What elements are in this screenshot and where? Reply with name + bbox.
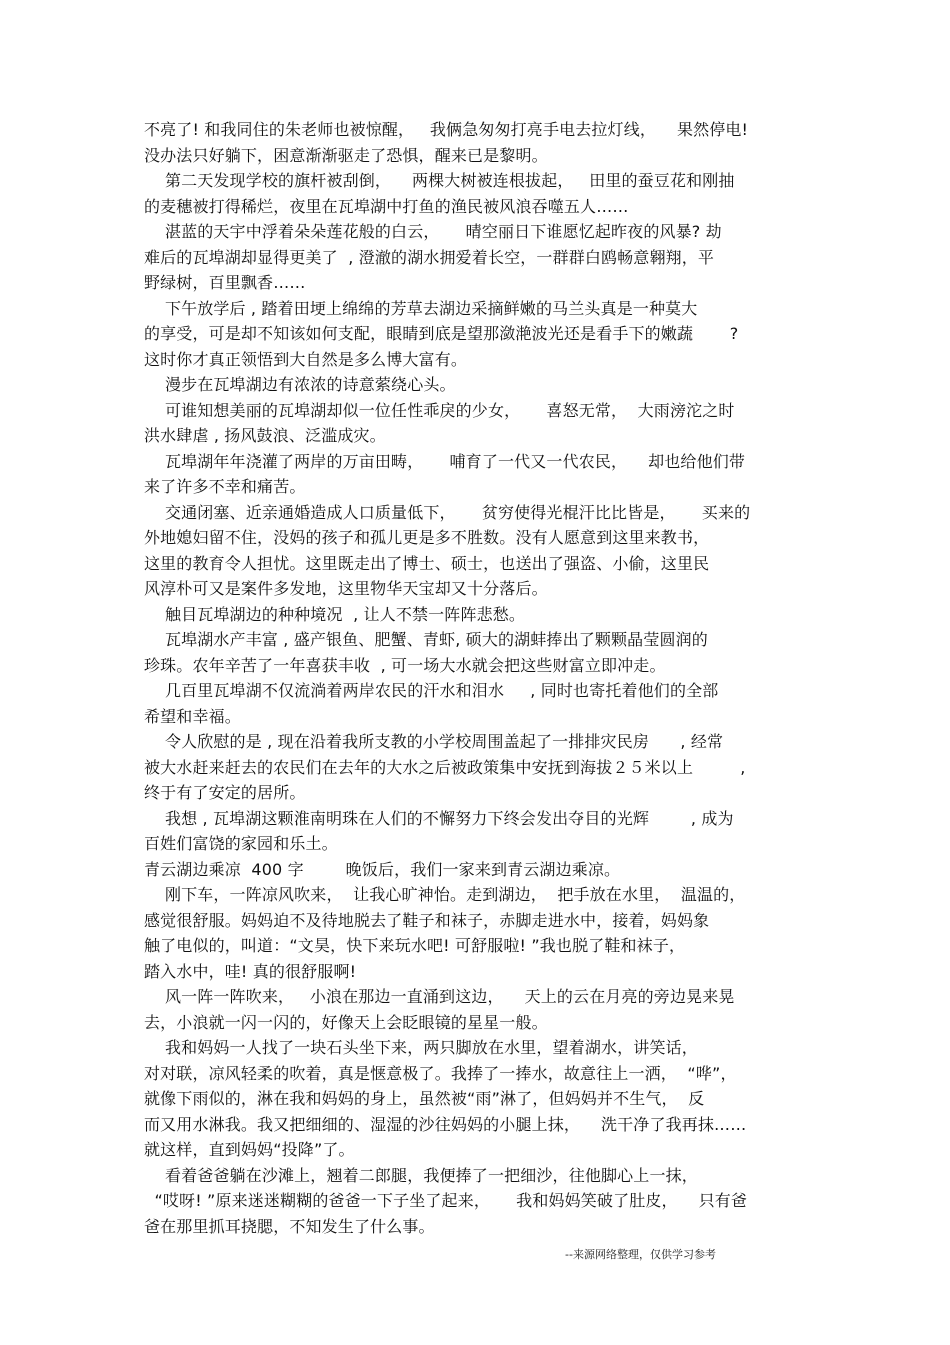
text-line: 珍珠。农年辛苦了一年喜获丰收 , 可一场大水就会把这些财富立即冲走。 [144, 655, 666, 675]
text-line: 就这样，直到妈妈“投降”了。 [144, 1140, 355, 1159]
text-line: 感觉很舒服。妈妈迫不及待地脱去了鞋子和袜子，赤脚走进水中，接着，妈妈象 [144, 910, 710, 930]
text-line: 的享受，可是却不知该如何支配，眼睛到底是望那潋滟波光还是看手下的嫩蔬 ? [144, 324, 739, 343]
section-title-line: 青云湖边乘凉 400 字 晚饭后，我们一家来到青云湖边乘凉。 [144, 859, 621, 879]
text-line: “哎呀! ”原来迷迷糊糊的爸爸一下子坐了起来， 我和妈妈笑破了肚皮， 只有爸 [144, 1191, 748, 1210]
article-body [144, 117, 814, 1239]
text-line: 来了许多不幸和痛苦。 [144, 477, 306, 496]
text-line: 百姓们富饶的家园和乐土。 [144, 834, 338, 853]
text-line: 几百里瓦埠湖不仅流淌着两岸农民的汗水和泪水 , 同时也寄托着他们的全部 [144, 681, 719, 700]
text-line: 我和妈妈一人找了一块石头坐下来，两只脚放在水里，望着湖水，讲笑话， [144, 1038, 698, 1057]
text-line: 的麦穗被打得稀烂，夜里在瓦埠湖中打鱼的渔民被风浪吞噬五人…… [144, 196, 629, 216]
text-line: 湛蓝的天宇中浮着朵朵莲花般的白云， 晴空丽日下谁愿忆起昨夜的风暴? 劫 [144, 222, 722, 241]
text-line: 交通闭塞、近亲通婚造成人口质量低下， 贫穷使得光棍汗比比皆是， 买来的 [144, 502, 751, 522]
text-line: 我想 , 瓦埠湖这颗淮南明珠在人们的不懈努力下终会发出夺目的光辉 , 成为 [144, 808, 734, 828]
text-line: 去，小浪就一闪一闪的，好像天上会眨眼镜的星星一般。 [144, 1012, 548, 1032]
text-line: 瓦埠湖水产丰富 , 盛产银鱼、肥蟹、青虾, 硕大的湖蚌捧出了颗颗晶莹圆润的 [144, 630, 708, 649]
text-line: 爸在那里抓耳挠腮，不知发生了什么事。 [144, 1216, 435, 1236]
text-line: 瓦埠湖年年浇灌了两岸的万亩田畴， 哺育了一代又一代农民， 却也给他们带 [144, 451, 746, 471]
text-line: 下午放学后 , 踏着田埂上绵绵的芳草去湖边采摘鲜嫩的马兰头真是一种莫大 [144, 298, 698, 318]
text-line: 第二天发现学校的旗杆被刮倒， 两棵大树被连根拔起， 田里的蚕豆花和刚抽 [144, 171, 735, 190]
text-line: 这时你才真正领悟到大自然是多么博大富有。 [144, 349, 468, 369]
text-line: 洪水肆虐 , 扬风鼓浪、泛滥成灾。 [144, 426, 386, 445]
text-line: 对对联，凉风轻柔的吹着，真是惬意极了。我捧了一捧水，故意往上一洒， “哗”， [144, 1063, 737, 1083]
text-line: 没办法只好躺下，困意渐渐驱走了恐惧，醒来已是黎明。 [144, 145, 548, 165]
source-footer: --来源网络整理，仅供学习参考 [565, 1248, 716, 1261]
text-line: 看着爸爸躺在沙滩上，翘着二郎腿，我便捧了一把细沙，往他脚心上一抹， [144, 1165, 698, 1185]
text-line: 这里的教育令人担忧。这里既走出了博士、硕士，也送出了强盗、小偷，这里民 [144, 553, 710, 573]
text-line: 风淳朴可又是案件多发地，这里物华天宝却又十分落后。 [144, 579, 548, 598]
text-line: 刚下车，一阵凉风吹来， 让我心旷神怡。走到湖边， 把手放在水里， 温温的， [144, 885, 746, 904]
text-line: 可谁知想美丽的瓦埠湖却似一位任性乖戾的少女， 喜怒无常， 大雨滂沱之时 [144, 400, 735, 420]
text-line: 不亮了! 和我同住的朱老师也被惊醒， 我俩急匆匆打亮手电去拉灯线， 果然停电! [144, 120, 749, 139]
text-line: 被大水赶来赶去的农民们在去年的大水之后被政策集中安抚到海拔２５米以上 , [144, 757, 746, 777]
text-line: 外地媳妇留不住，没妈的孩子和孤儿更是多不胜数。没有人愿意到这里来教书， [144, 528, 710, 547]
text-line: 触目瓦埠湖边的种种境况 , 让人不禁一阵阵悲愁。 [144, 604, 526, 624]
text-line: 野绿树，百里飘香…… [144, 273, 306, 292]
text-line: 触了电似的，叫道：“文昊，快下来玩水吧! 可舒服啦! ”我也脱了鞋和袜子， [144, 936, 686, 955]
text-line: 而又用水淋我。我又把细细的、湿湿的沙往妈妈的小腿上抹， 洗干净了我再抹…… [144, 1114, 747, 1134]
text-line: 就像下雨似的，淋在我和妈妈的身上，虽然被“雨”淋了，但妈妈并不生气， 反 [144, 1089, 705, 1108]
text-line: 终于有了安定的居所。 [144, 783, 306, 802]
text-line: 希望和幸福。 [144, 706, 241, 726]
text-line: 难后的瓦埠湖却显得更美了 , 澄澈的湖水拥爱着长空，一群群白鸥畅意翱翔，平 [144, 247, 715, 267]
text-line: 风一阵一阵吹来， 小浪在那边一直涌到这边， 天上的云在月亮的旁边晃来晃 [144, 987, 735, 1006]
text-line: 漫步在瓦埠湖边有浓浓的诗意萦绕心头。 [144, 375, 456, 394]
text-line: 踏入水中，哇! 真的很舒服啊! [144, 961, 357, 981]
text-line: 令人欣慰的是 , 现在沿着我所支教的小学校周围盖起了一排排灾民房 , 经常 [144, 732, 724, 751]
